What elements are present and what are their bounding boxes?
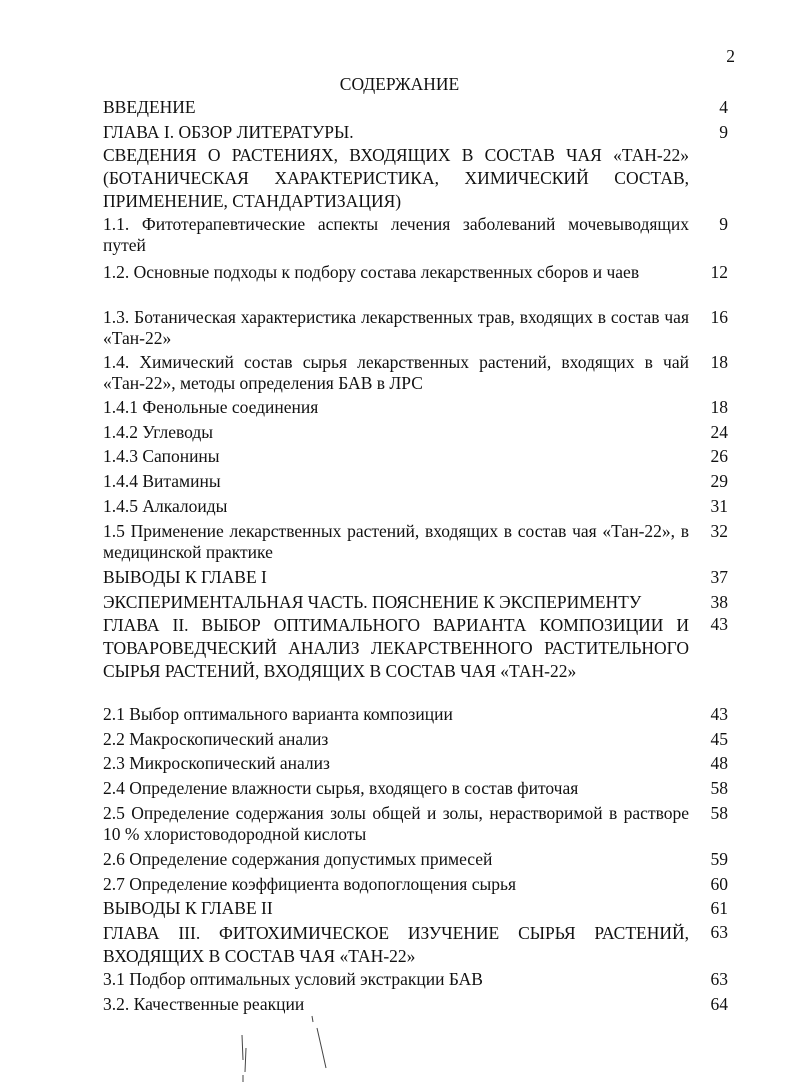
toc-entry-title: 2.5 Определение содержания золы общей и золы, нерастворимой в растворе 10 % хлористоводородной кислоты (103, 803, 689, 844)
toc-entry-page: 48 (710, 753, 728, 773)
toc-entry-title: ВВЕДЕНИЕ (103, 97, 196, 117)
toc-entry-page: 59 (710, 849, 728, 869)
toc-entry-title: ВЫВОДЫ К ГЛАВЕ II (103, 898, 273, 918)
toc-entry-page: 64 (710, 994, 728, 1014)
toc-entry-title: 1.4.1 Фенольные соединения (103, 397, 319, 417)
toc-entry-title: ГЛАВА III. ФИТОХИМИЧЕСКОЕ ИЗУЧЕНИЕ СЫРЬЯ РАСТЕНИЙ, ВХОДЯЩИХ В СОСТАВ ЧАЯ «ТАН-22» (103, 923, 689, 966)
toc-entry-page: 16 (710, 307, 728, 327)
toc-entry-page: 29 (710, 471, 728, 491)
toc-entry-title: 3.1 Подбор оптимальных условий экстракции БАВ (103, 969, 483, 989)
toc-entry-title: 2.4 Определение влажности сырья, входящего в состав фиточая (103, 778, 579, 798)
toc-entry-title: 2.3 Микроскопический анализ (103, 753, 330, 773)
toc-entry-title: ВЫВОДЫ К ГЛАВЕ I (103, 567, 267, 587)
toc-entry-page: 24 (710, 422, 728, 442)
toc-entry-title: 1.4.2 Углеводы (103, 422, 214, 442)
toc-entry-page: 4 (719, 97, 728, 117)
toc-entry-title: ГЛАВА II. ВЫБОР ОПТИМАЛЬНОГО ВАРИАНТА КОМПОЗИЦИИ И ТОВАРОВЕДЧЕСКИЙ АНАЛИЗ ЛЕКАРСТВЕННОГО РАСТИТЕЛЬНОГО СЫРЬЯ РАСТЕНИЙ, ВХОДЯЩИХ В СОСТАВ ЧАЯ «ТАН-22» (103, 615, 689, 681)
toc-entry-page: 38 (710, 592, 728, 612)
toc-entry-page: 58 (710, 778, 728, 798)
toc-entry-page: 9 (719, 122, 728, 142)
toc-entry-page: 9 (719, 214, 728, 234)
toc-entry-page: 63 (710, 922, 728, 942)
toc-entry-page: 43 (710, 704, 728, 724)
toc-entry-title: 3.2. Качественные реакции (103, 994, 305, 1014)
toc-entry-title: 1.3. Ботаническая характеристика лекарственных трав, входящих в состав чая «Тан-22» (103, 307, 689, 348)
toc-entry-page: 63 (710, 969, 728, 989)
toc-entry-title: 1.4.3 Сапонины (103, 446, 220, 466)
toc-entry-title: 1.5 Применение лекарственных растений, входящих в состав чая «Тан-22», в медицинской практике (103, 521, 689, 562)
toc-entry-title: 1.4.5 Алкалоиды (103, 496, 228, 516)
toc-entry-title: 2.2 Макроскопический анализ (103, 729, 329, 749)
toc-entry-page: 12 (710, 262, 728, 282)
toc-entry-page: 43 (710, 614, 728, 634)
toc-title: СОДЕРЖАНИЕ (339, 74, 460, 94)
toc-entry-title: 1.4.4 Витамины (103, 471, 221, 491)
toc-entry-page: 58 (710, 803, 728, 823)
toc-entry-page: 37 (710, 567, 728, 587)
toc-entry-page: 18 (710, 397, 728, 417)
toc-entry-page: 18 (710, 352, 728, 372)
toc-entry-title: 1.1. Фитотерапевтические аспекты лечения заболеваний мочевыводящих путей (103, 214, 689, 255)
toc-entry-title: 1.4. Химический состав сырья лекарственных растений, входящих в чай «Тан-22», методы определения БАВ в ЛРС (103, 352, 689, 393)
toc-entry-title: ГЛАВА I. ОБЗОР ЛИТЕРАТУРЫ. (103, 122, 354, 142)
toc-entry-page: 26 (710, 446, 728, 466)
toc-entry-page: 60 (710, 874, 728, 894)
toc-entry-title: 2.7 Определение коэффициента водопоглощения сырья (103, 874, 517, 894)
page-number: 2 (726, 46, 735, 66)
toc-entry-title: 2.1 Выбор оптимального варианта композиции (103, 704, 453, 724)
toc-entry-title: ЭКСПЕРИМЕНТАЛЬНАЯ ЧАСТЬ. ПОЯСНЕНИЕ К ЭКСПЕРИМЕНТУ (103, 592, 642, 612)
toc-entry-page: 45 (710, 729, 728, 749)
toc-entry-page: 32 (710, 521, 728, 541)
toc-entry-page: 61 (710, 898, 728, 918)
toc-entry-page: 31 (710, 496, 728, 516)
toc-entry-title: 1.2. Основные подходы к подбору состава лекарственных сборов и чаев (103, 262, 640, 282)
toc-entry-title: СВЕДЕНИЯ О РАСТЕНИЯХ, ВХОДЯЩИХ В СОСТАВ ЧАЯ «ТАН-22» (БОТАНИЧЕСКАЯ ХАРАКТЕРИСТИКА, ХИМИЧЕСКИЙ СОСТАВ, ПРИМЕНЕНИЕ, СТАНДАРТИЗАЦИЯ) (103, 145, 689, 211)
toc-entry-title: 2.6 Определение содержания допустимых примесей (103, 849, 493, 869)
